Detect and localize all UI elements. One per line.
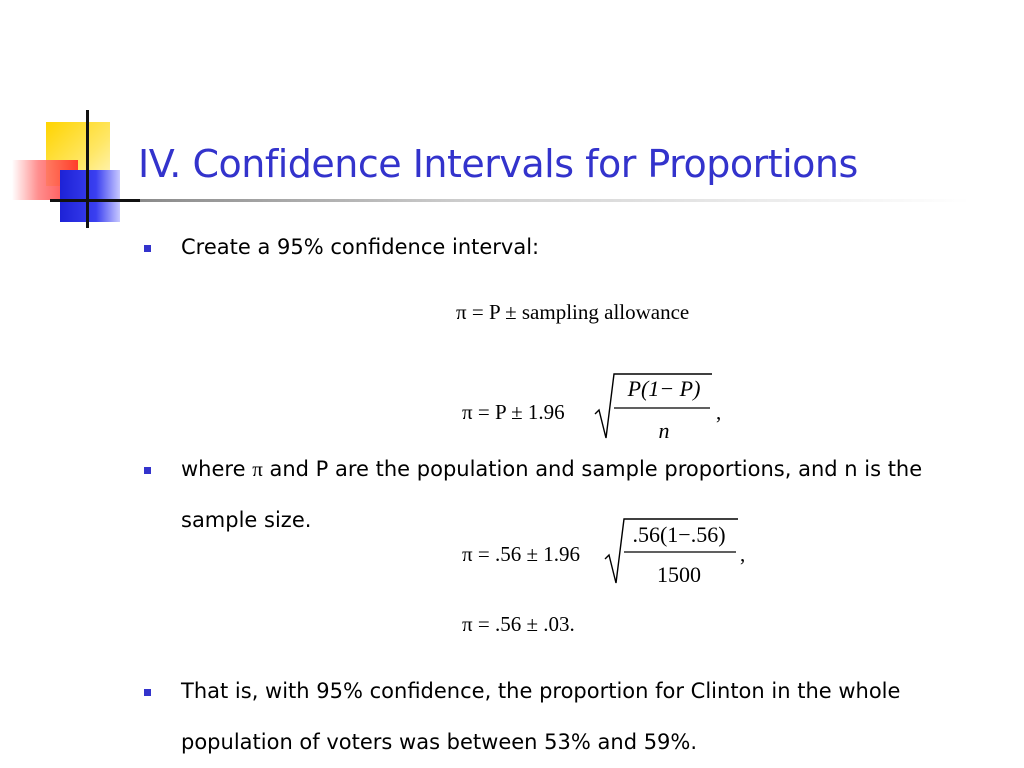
bullet-text-3: That is, with 95% confidence, the proportion for Clinton in the whole	[181, 679, 901, 703]
bullet-marker	[144, 467, 151, 474]
equation-3-comma: ,	[740, 542, 746, 566]
equation-2-denominator: n	[658, 418, 670, 443]
equation-3-lhs: π = .56 ± 1.96	[462, 542, 580, 566]
equation-2-numerator: P(1− P)	[627, 376, 701, 401]
bullet-text-2-start: where	[181, 457, 246, 481]
bullet-text-3-line2: population of voters was between 53% and 59%.	[181, 730, 698, 754]
equation-3-denominator: 1500	[657, 562, 701, 587]
bullet-text-2-rest: and P are the population and sample proportions, and n is the	[262, 457, 923, 481]
equation-3-numerator: .56(1−.56)	[632, 522, 726, 547]
equation-2-comma: ,	[716, 400, 722, 424]
equation-1: π = P ± sampling allowance	[456, 300, 690, 324]
bullet-marker	[144, 689, 151, 696]
decor-horizontal-line	[50, 199, 142, 202]
title-underline	[140, 199, 970, 202]
bullet-text-2	[181, 444, 922, 495]
equation-2-lhs: π = P ± 1.96	[462, 400, 565, 424]
bullet-marker	[144, 245, 151, 252]
decor-vertical-line	[86, 110, 89, 228]
equation-4: π = .56 ± .03.	[462, 612, 575, 636]
decor-blue-square	[60, 170, 120, 222]
pi-symbol: π	[252, 457, 263, 481]
bullet-text-1: Create a 95% confidence interval:	[181, 235, 540, 259]
bullet-text-2-line2: sample size.	[181, 508, 312, 532]
slide-title: IV. Confidence Intervals for Proportions	[138, 142, 858, 186]
